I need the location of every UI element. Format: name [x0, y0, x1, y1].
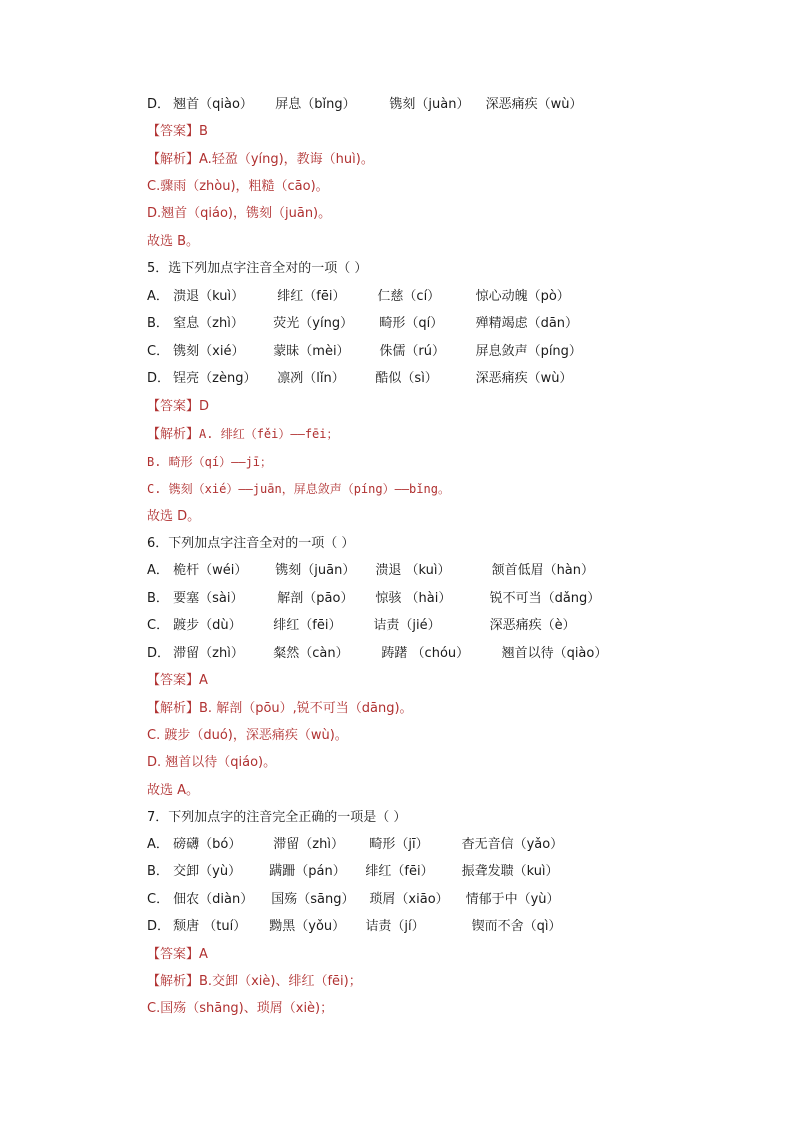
option-item: 锲而不舍（qì） [471, 919, 562, 934]
option-label: B． [147, 316, 169, 331]
option-item: 滞留（zhì） [273, 837, 344, 852]
option-item: 交卸（yù） [173, 864, 242, 879]
option-label: A． [147, 289, 169, 304]
analysis-line [147, 972, 362, 992]
option-label: C． [147, 618, 170, 633]
analysis-line [147, 424, 339, 444]
analysis-line [147, 699, 413, 719]
option-line [147, 95, 582, 115]
analysis-text: A.轻盈（yíng)，教诲（huì)。 [199, 152, 374, 167]
option-item: 酷似（sì） [375, 371, 438, 386]
analysis-head: 【解析】 [147, 427, 200, 442]
option-item: 佃农（diàn） [173, 892, 254, 907]
option-label: D． [147, 97, 171, 112]
option-item: 诘责（jí） [365, 919, 425, 934]
option-line [147, 287, 570, 307]
option-label: C． [147, 892, 170, 907]
option-item: 滞留（zhì） [173, 646, 244, 661]
option-item: 振聋发聩（kuì） [461, 864, 559, 879]
question-title: 5．选下列加点字注音全对的一项（ ） [147, 261, 368, 276]
option-label: A． [147, 837, 169, 852]
analysis-text: A. 绯红（fěi）——fēi； [199, 427, 339, 441]
analysis-line: D. 翘首以待（qiáo)。 [147, 755, 277, 770]
option-line [147, 644, 607, 664]
option-item: 畸形（jī） [369, 837, 429, 852]
option-item: 情郁于中（yù） [465, 892, 560, 907]
option-item: 畸形（qí） [379, 316, 444, 331]
option-item: 侏儒（rú） [379, 344, 446, 359]
option-item: 蹒跚（pán） [269, 864, 346, 879]
answer-line: 【答案】D [147, 399, 210, 414]
option-line [147, 342, 582, 362]
analysis-line: D.翘首（qiáo)，镌刻（juān)。 [147, 206, 332, 221]
option-label: B． [147, 864, 169, 879]
answer-line: 【答案】A [147, 947, 208, 962]
analysis-text: B.交卸（xiè)、绯红（fēi)； [199, 974, 362, 989]
option-item: 惊骇 （hài） [375, 591, 452, 606]
conclusion-line: 故选 B。 [147, 234, 200, 249]
option-item: 绯红（fēi） [277, 289, 346, 304]
option-item: 颔首低眉（hàn） [491, 563, 595, 578]
option-line [147, 616, 576, 636]
question-title: 6．下列加点字注音全对的一项（ ） [147, 536, 355, 551]
question-title: 7．下列加点字的注音完全正确的一项是（ ） [147, 810, 407, 825]
option-item: 深恶痛疾（wù） [475, 371, 573, 386]
option-item: 镌刻（juān） [275, 563, 356, 578]
option-line [147, 862, 559, 882]
option-item: 琐屑（xiāo） [369, 892, 449, 907]
option-item: 要塞（sài） [173, 591, 244, 606]
option-item: 杳无音信（yǎo） [461, 837, 564, 852]
analysis-head: 【解析】 [147, 152, 200, 167]
option-item: 镌刻（juàn） [389, 97, 470, 112]
option-item: 屏息（bǐng） [275, 97, 356, 112]
option-item: 踌躇 （chóu） [381, 646, 470, 661]
option-item: 诘责（jié） [373, 618, 441, 633]
option-item: 踱步（dù） [173, 618, 242, 633]
option-item: 荧光（yíng） [273, 316, 354, 331]
option-item: 窒息（zhì） [173, 316, 244, 331]
conclusion-line: 故选 A。 [147, 783, 200, 798]
option-item: 溃退（kuì） [173, 289, 245, 304]
option-line [147, 589, 600, 609]
option-item: 黝黑（yǒu） [269, 919, 346, 934]
option-line [147, 917, 561, 937]
analysis-line: C. 镌刻（xié）——juān，屏息敛声（píng）——bǐng。 [147, 482, 450, 496]
option-item: 屏息敛声（píng） [475, 344, 582, 359]
option-item: 翘首（qiào） [173, 97, 253, 112]
option-item: 桅杆（wéi） [173, 563, 248, 578]
option-item: 粲然（càn） [273, 646, 349, 661]
analysis-line: C.骤雨（zhòu)，粗糙（cāo)。 [147, 179, 329, 194]
option-item: 锃亮（zèng） [173, 371, 257, 386]
option-line [147, 369, 572, 389]
option-line [147, 835, 563, 855]
option-line [147, 890, 560, 910]
option-item: 深恶痛疾（wù） [485, 97, 583, 112]
option-item: 颓唐 （tuí） [173, 919, 247, 934]
option-item: 镌刻（xié） [173, 344, 245, 359]
option-label: C． [147, 344, 170, 359]
option-item: 深恶痛疾（è） [489, 618, 576, 633]
option-item: 解剖（pāo） [277, 591, 354, 606]
option-label: D． [147, 646, 171, 661]
conclusion-line: 故选 D。 [147, 509, 201, 524]
option-label: A． [147, 563, 169, 578]
option-label: D． [147, 919, 171, 934]
analysis-head: 【解析】 [147, 701, 200, 716]
analysis-line [147, 150, 374, 170]
option-item: 国殇（sāng） [271, 892, 355, 907]
option-item: 溃退 （kuì） [375, 563, 451, 578]
option-item: 锐不可当（dǎng） [489, 591, 601, 606]
option-label: D． [147, 371, 171, 386]
option-line [147, 314, 578, 334]
option-item: 仁慈（cí） [377, 289, 441, 304]
option-item: 惊心动魄（pò） [475, 289, 570, 304]
option-item: 凛冽（lǐn） [277, 371, 345, 386]
option-item: 磅礴（bó） [173, 837, 242, 852]
option-item: 殚精竭虑（dān） [475, 316, 579, 331]
option-line [147, 561, 594, 581]
option-label: B． [147, 591, 169, 606]
answer-line: 【答案】A [147, 673, 208, 688]
analysis-text: B. 解剖（pōu）,锐不可当（dāng)。 [199, 701, 413, 716]
analysis-line: C. 踱步（duó)，深恶痛疾（wù)。 [147, 728, 348, 743]
option-item: 蒙昧（mèi） [273, 344, 350, 359]
analysis-line: C.国殇（shāng)、琐屑（xiè)； [147, 1001, 334, 1016]
answer-line: 【答案】B [147, 124, 208, 139]
option-item: 绯红（fēi） [365, 864, 434, 879]
option-item: 绯红（fēi） [273, 618, 342, 633]
analysis-line: B. 畸形（qí）——jī； [147, 455, 273, 469]
analysis-head: 【解析】 [147, 974, 200, 989]
option-item: 翘首以待（qiào） [501, 646, 608, 661]
